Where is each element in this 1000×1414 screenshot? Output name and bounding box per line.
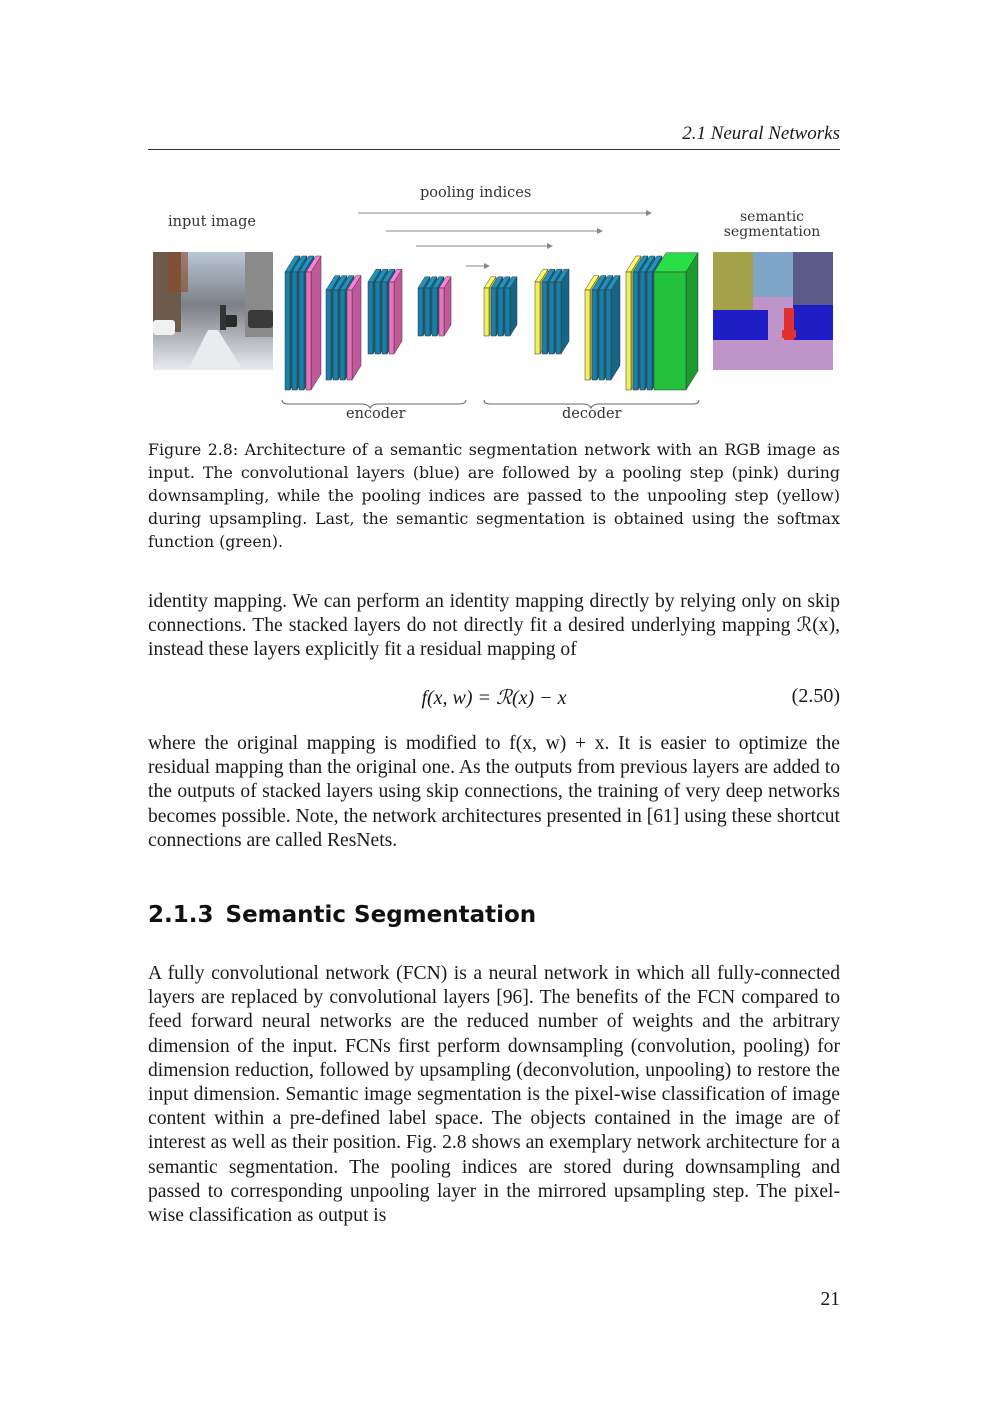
conv-layer xyxy=(505,277,517,336)
page-number: 21 xyxy=(820,1289,840,1310)
semantic-label-line1: semantic xyxy=(739,209,805,225)
conv-layer xyxy=(606,276,620,380)
header-rule xyxy=(148,149,840,150)
section-title-text: Semantic Segmentation xyxy=(225,902,537,928)
running-head: 2.1 Neural Networks xyxy=(682,123,840,144)
pooling-indices-label: pooling indices xyxy=(420,185,532,201)
section-number: 2.1.3 xyxy=(148,902,214,928)
pooling-layer xyxy=(347,276,361,380)
paragraph-identity-mapping: identity mapping. We can perform an identity mapping directly by relying only on skip connections. The stacked layers do not directly fit a desired underlying mapping ℛ(x), instead these layers explicitly fit a residual mapping of xyxy=(148,591,840,661)
paragraph-residual: where the original mapping is modified to f(x, w) + x. It is easier to optimize the residual mapping than the original one. As the outputs from previous layers are added to the outputs of stacked layers using skip connections, the training of very deep networks becomes possible. Note, the network architectures presented in [61] using these shortcut connections are called ResNets. xyxy=(148,733,840,851)
section-heading xyxy=(148,902,536,928)
pooling-layer xyxy=(306,256,321,390)
semantic-segmentation-label xyxy=(722,210,822,240)
softmax-layer xyxy=(654,253,698,390)
input-image-thumbnail xyxy=(153,252,273,370)
decoder-label: decoder xyxy=(562,406,622,422)
layer-stack xyxy=(285,253,698,390)
pooling-layer xyxy=(389,269,402,354)
equation-expression: f(x, w) = ℛ(x) − x xyxy=(421,687,567,709)
equation-number: (2.50) xyxy=(791,685,840,707)
pooling-indices-arrows xyxy=(358,213,651,266)
conv-layer xyxy=(556,269,569,354)
input-image-label: input image xyxy=(168,214,256,230)
figure-architecture xyxy=(148,180,840,430)
semantic-label-line2: segmentation xyxy=(723,224,821,240)
figure-caption: Figure 2.8: Architecture of a semantic segmentation network with an RGB image as input. The convolutional layers (blue) are followed by a pooling step (pink) during downsampling, while the pooling indices are passed to the unpooling step (yellow) during upsampling. Last, the semantic segmentation is obtained using the softmax function (green). xyxy=(148,440,840,551)
segmentation-output-thumbnail xyxy=(713,252,833,370)
encoder-label: encoder xyxy=(346,406,406,422)
paragraph-fcn: A fully convolutional network (FCN) is a neural network in which all fully-connected layers are replaced by convolutional layers [96]. The benefits of the FCN compared to feed forward neural networks are the reduced number of weights and the arbitrary dimension of the input. FCNs first perform downsampling (convolution, pooling) for dimension reduction, followed by upsampling (deconvolution, unpooling) to restore the input dimension. Semantic image segmentation is the pixel-wise classification of image content within a pre-defined label space. The objects contained in the image are of interest as well as their position. Fig. 2.8 shows an exemplary network architecture for a semantic segmentation. The pooling indices are stored during downsampling and passed to corresponding unpooling layer in the mirrored upsampling step. The pixel-wise classification as output is xyxy=(148,963,840,1227)
equation-2-50 xyxy=(148,685,840,711)
pooling-layer xyxy=(439,277,451,336)
